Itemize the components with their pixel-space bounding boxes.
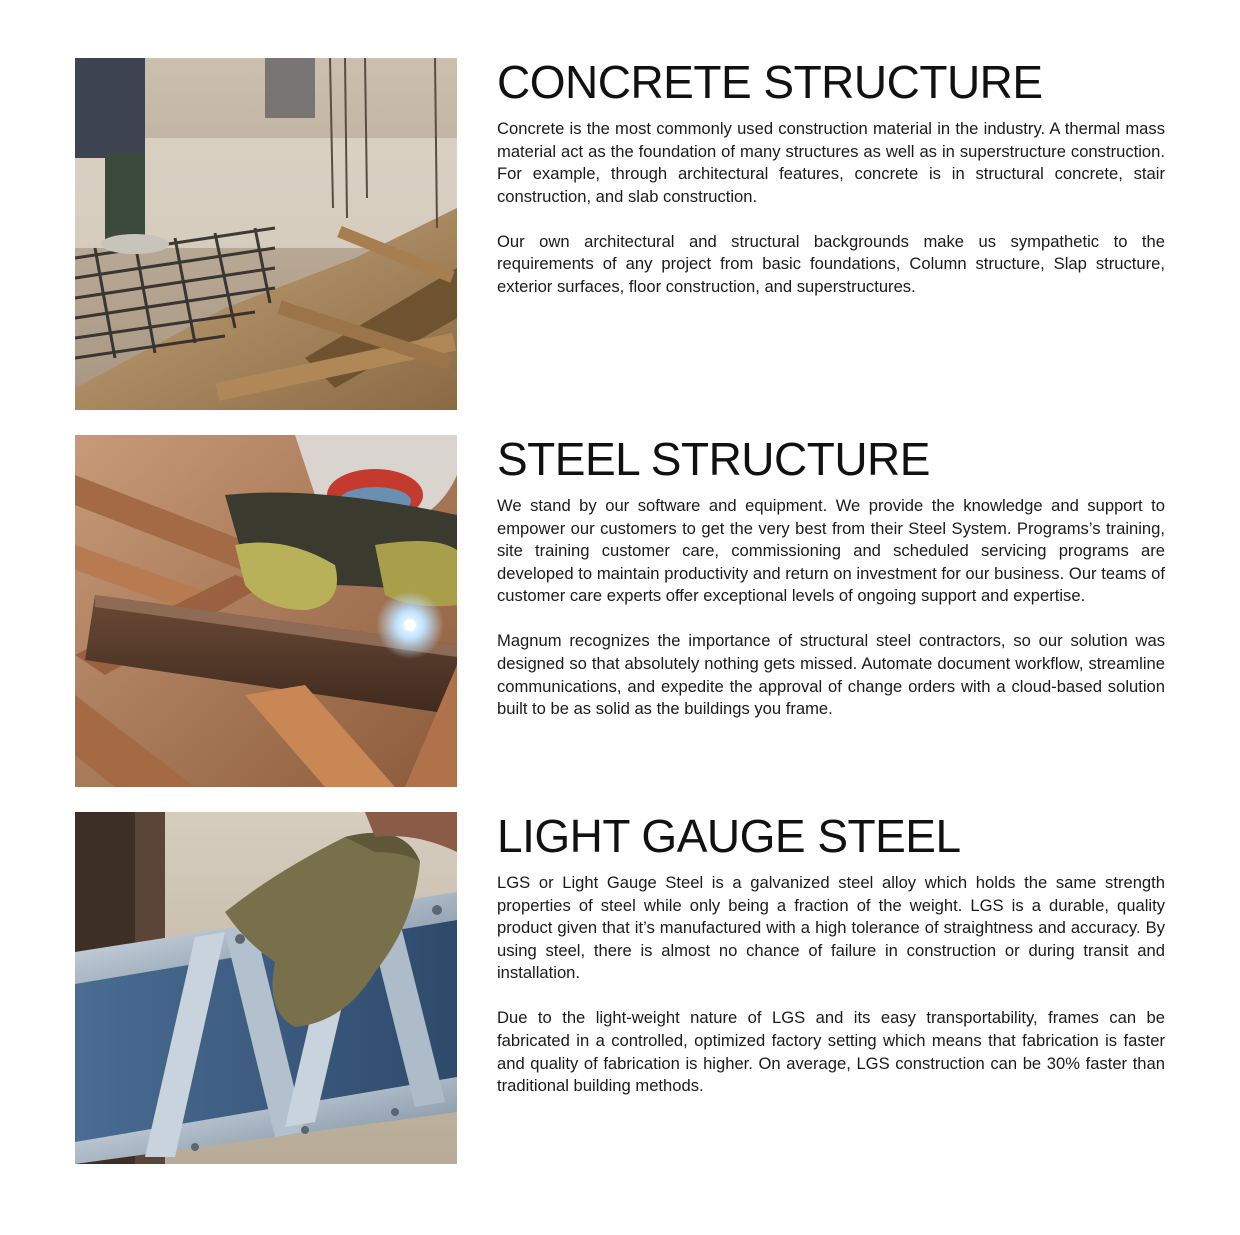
lgs-title: LIGHT GAUGE STEEL <box>497 810 961 862</box>
concrete-paragraph-1: Concrete is the most commonly used construction material in the industry. A thermal mass material act as the foundation of many structures as well as in superstructure construction. For example, through architectural features, concrete is in structural concrete, stair construction, and slab construction. <box>497 119 1165 206</box>
steel-paragraph-1: We stand by our software and equipment. We provide the knowledge and support to empower our customers to get the very best from their Steel System. Programs’s training, site training customer care, commissioning and scheduled servicing programs are developed to maintain productivity and return on investment for our business. Our teams of customer care experts offer exceptional levels of ongoing support and expertise. <box>497 496 1165 606</box>
light-gauge-steel-frame-photo <box>75 812 457 1164</box>
lgs-paragraph-1: LGS or Light Gauge Steel is a galvanized steel alloy which holds the same strength properties of steel while only being a fraction of the weight. LGS is a durable, quality product given that it’s manufactured with a high tolerance of straightness and accuracy. By using steel, there is almost no chance of failure in construction or during transit and installation. <box>497 873 1165 983</box>
concrete-text-block <box>497 58 1165 299</box>
concrete-title: CONCRETE STRUCTURE <box>497 56 1043 108</box>
concrete-pouring-photo <box>75 58 457 410</box>
steel-title: STEEL STRUCTURE <box>497 433 930 485</box>
lgs-text-block <box>497 812 1165 1098</box>
steel-text-block <box>497 435 1165 721</box>
steel-paragraph-2: Magnum recognizes the importance of structural steel contractors, so our solution was designed so that absolutely nothing gets missed. Automate document workflow, streamline communications, and expedite the approval of change orders with a cloud-based solution built to be as solid as the buildings you frame. <box>497 631 1165 719</box>
lgs-paragraph-2: Due to the light-weight nature of LGS and its easy transportability, frames can be fabricated in a controlled, optimized factory setting which means that fabrication is faster and quality of fabrication is higher. On average, LGS construction can be 30% faster than traditional building methods. <box>497 1008 1165 1096</box>
steel-welding-photo <box>75 435 457 787</box>
concrete-paragraph-2: Our own architectural and structural backgrounds make us sympathetic to the requirements of any project from basic foundations, Column structure, Slap structure, exterior surfaces, floor construction, and superstructures. <box>497 231 1165 296</box>
